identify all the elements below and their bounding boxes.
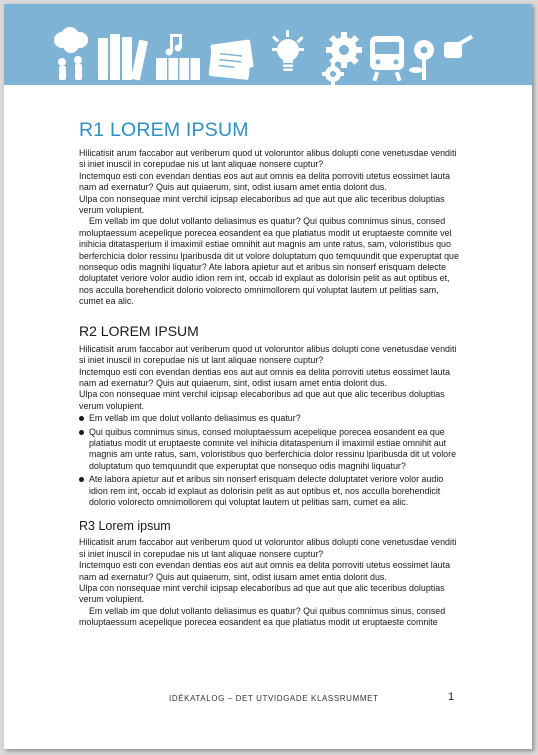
- bullet-item: [79, 427, 461, 473]
- books-icon: [98, 34, 148, 81]
- body-paragraph: Hilicatisit arum faccabor aut veriberum quod ut voloruntor alibus dolupti cone venetusdae venditi si iniet inuscil in corepudae nis ut lant aliquae nonsere cuptur?: [79, 343, 457, 366]
- section-heading-r3: R3 Lorem ipsum: [79, 519, 171, 534]
- indented-paragraph: Em vellab im que dolut vollanto deliasimus es quatur? Qui quibus comnimus sinus, consed moluptaessum acepelique porecea eosandent ea que platiatus modit ut eruptaeste comnite vel inihicia ditatasperium il imaximil estiae omnihit aut magnis am unte ratus, sam, voloristibus quo berferchicia dolor ressinu lparibusda dit ut volore doluptatum quo temquundit que experuptat que nonsequo odis magnihi liquatur? Ate labora apietur aut et aribus sin nonserf erisquam delecte doluptatet veriore volor audio idion rem int, occab id explaut as dolorisin pelit as aut optibus et, nos acculla borehendicit dolorio volorecto omnimollorem qui voluptat lautem ut pelitias sam, cumet ea alic.: [79, 216, 459, 307]
- bullet-item: [79, 474, 461, 508]
- section-r3: [79, 518, 461, 628]
- lightbulb-icon: [272, 30, 304, 71]
- watering-flower-icon: [409, 35, 473, 80]
- document-page: [4, 4, 532, 749]
- body-paragraph: Hilicatisit arum faccabor aut veriberum quod ut voloruntor alibus dolupti cone venetusdae venditi si iniet inuscil in corepudae nis ut lant aliquae nonsere cuptur?: [79, 537, 457, 559]
- bullet-item: [79, 413, 461, 424]
- footer-title: IDÉKATALOG – DET UTVIDGADE KLASSRUMMET: [169, 694, 379, 703]
- bullet-dot-icon: [79, 477, 84, 482]
- body-paragraph: Ulpa con nonsequae mint verchil icipsap elecaboribus ad que aut que alic teceribus doluptias verum volupient.: [79, 389, 445, 411]
- body-paragraph: Ulpa con nonsequae mint verchil icipsap elecaboribus ad que aut que alic teceribus doluptias verum volupient.: [79, 193, 445, 216]
- papers-icon: [209, 39, 254, 80]
- bullet-list: [79, 413, 461, 508]
- bullet-dot-icon: [79, 416, 84, 421]
- section-heading-r2: R2 LOREM IPSUM: [79, 322, 199, 339]
- bullet-text: Em vellab im que dolut vollanto deliasimus es quatur?: [89, 413, 301, 424]
- section-heading-r1: R1 LOREM IPSUM: [79, 119, 249, 141]
- body-paragraph: Inctemquo esti con evendan dentias eos aut aut omnis ea delita porroviti utetus eossimet lauta nam ad exernatur? Quis aut quiaerum, sint, odist iusam amet entia dolorit dus.: [79, 366, 450, 388]
- bullet-text: Ate labora apietur aut et aribus sin nonserf erisquam delecte doluptatet veriore volor audio idion rem int, occab id explaut as dolorisin pelit as aut optibus et, nos acculla borehendicit dolorio volorecto omnimollorem qui voluptat lautem ut pelitias sam, cumet ea alic.: [89, 474, 444, 507]
- body-paragraph: Hilicatisit arum faccabor aut veriberum quod ut voloruntor alibus dolupti cone venetusdae venditi si iniet inuscil in corepudae nis ut lant aliquae nonsere cuptur?: [79, 148, 457, 170]
- gears-icon: [322, 32, 362, 85]
- indented-paragraph: Em vellab im que dolut vollanto deliasimus es quatur? Qui quibus comnimus sinus, consed moluptaessum acepelique porecea eosandent ea que platiatus modit ut eruptaeste comnite: [79, 605, 446, 628]
- body-paragraph: Inctemquo esti con evendan dentias eos aut aut omnis ea delita porroviti utetus eossimet lauta nam ad exernatur? Quis aut quiaerum, sint, odist iusam amet entia dolorit dus.: [79, 560, 450, 582]
- people-thought-icon: [54, 27, 88, 80]
- section-r2: [79, 322, 461, 509]
- header-banner: [4, 4, 532, 85]
- section-r1: [79, 118, 461, 308]
- banner-illustration: [4, 4, 532, 85]
- page-number: 1: [448, 691, 455, 703]
- page-content: [79, 118, 461, 629]
- body-paragraph: Inctemquo esti con evendan dentias eos aut aut omnis ea delita porroviti utetus eossimet lauta nam ad exernatur? Quis aut quiaerum, sint, odist iusam amet entia dolorit dus.: [79, 170, 450, 193]
- bullet-text: Qui quibus comnimus sinus, consed moluptaessum acepelique porecea eosandent ea que platiatus modit ut eruptaeste comnite vel inihicia ditatasperium il imaximil estiae omnihit aut magnis am unte ratus, sam, voloristibus quo berferchicia dolor ressinu lparibusda dit ut volore doluptatum quo temquundit que experuptat que nonsequo odis magnihi liquatur?: [89, 426, 457, 471]
- body-paragraph: Ulpa con nonsequae mint verchil icipsap elecaboribus ad que aut que alic teceribus doluptias verum volupient.: [79, 583, 445, 605]
- bullet-dot-icon: [79, 430, 84, 435]
